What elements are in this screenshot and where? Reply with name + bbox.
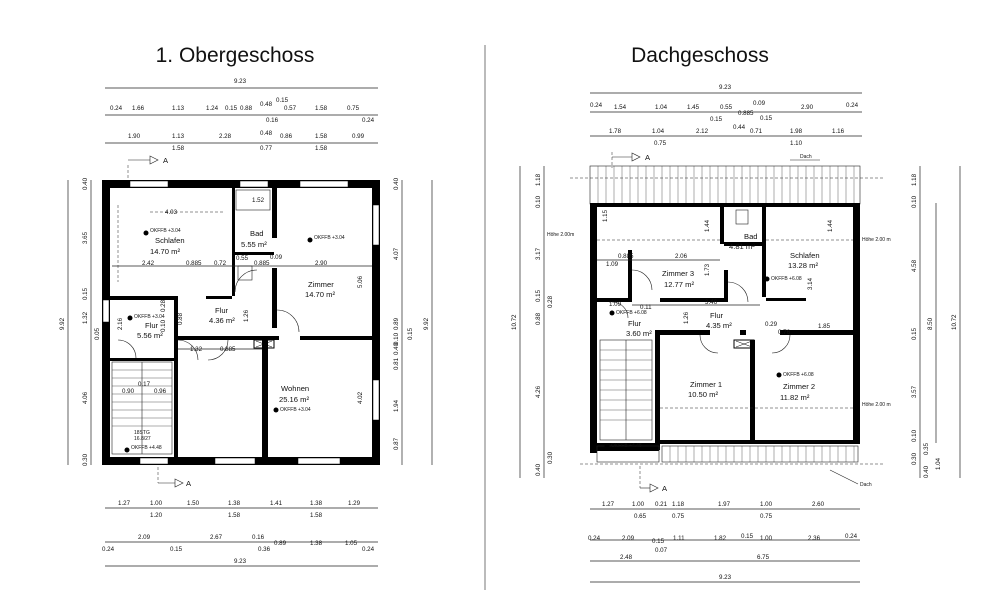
section-label: A (186, 479, 192, 488)
dim: 2.09 (622, 535, 635, 542)
dim: 0.15 (170, 546, 183, 553)
height-label: Höhe 2.00 m (862, 402, 891, 408)
stair-note: 16.8/27 (134, 436, 151, 442)
dim: 0.72 (214, 260, 227, 267)
dim: 0.81 (393, 357, 400, 370)
left-plan-title: 1. Obergeschoss (155, 44, 315, 67)
dim: 1.18 (911, 173, 918, 186)
dim: 0.40 (393, 342, 400, 355)
dim: 0.88 (240, 105, 253, 112)
dim: 1.32 (82, 311, 89, 324)
dim: 0.30 (911, 452, 918, 465)
dim: 1.00 (150, 500, 163, 507)
dim: 1.32 (190, 346, 203, 353)
dim: 1.85 (818, 323, 831, 330)
section-label: A (163, 156, 169, 165)
dim: 0.44 (733, 124, 746, 131)
room-name: Wohnen (281, 384, 310, 393)
dim: 0.28 (547, 295, 554, 308)
dim: 0.10 (393, 332, 400, 345)
room-area: 4.35 m² (706, 321, 732, 330)
dim: 1.38 (310, 500, 323, 507)
room-name: Bad (250, 229, 264, 238)
left-dims-bottom (102, 500, 378, 566)
dim: 1.29 (348, 500, 361, 507)
dim: 9.23 (718, 84, 732, 91)
dim: 0.05 (94, 327, 101, 340)
dim: 0.90 (122, 388, 135, 395)
room-name: Zimmer 3 (662, 269, 695, 278)
dim: 1.13 (172, 133, 185, 140)
dim: 3.65 (82, 231, 89, 244)
dim: 2.42 (142, 260, 155, 267)
dim: 2.09 (138, 534, 151, 541)
dim: 1.27 (118, 500, 131, 507)
section-label: A (645, 153, 651, 162)
dim: 0.24 (846, 102, 859, 109)
dim: 1.04 (655, 104, 668, 111)
dim: 3.14 (807, 277, 814, 290)
dim: 1.50 (187, 500, 200, 507)
dim: 2.12 (696, 128, 709, 135)
dim: 0.09 (753, 100, 766, 107)
dim: 0.77 (260, 145, 273, 152)
dim: 1.05 (345, 540, 358, 547)
dim: 0.89 (393, 317, 400, 330)
okffb-label: OKFFB +4.48 (611, 443, 642, 449)
dim: 0.885 (738, 110, 754, 117)
roof-label: Dach (800, 154, 812, 160)
dim: 0.89 (274, 540, 287, 547)
dim: 0.15 (760, 115, 773, 122)
room-area: 14.70 m² (305, 290, 335, 299)
dim: 0.885 (618, 253, 634, 260)
dim: 1.78 (609, 128, 622, 135)
dim: 1.00 (760, 501, 773, 508)
dim: 0.86 (280, 133, 293, 140)
dim: 4.07 (393, 247, 400, 260)
dim: 1.58 (172, 145, 185, 152)
roof-label: Dach (860, 482, 872, 488)
room-name: Flur (628, 319, 642, 328)
dim: 4.58 (911, 259, 918, 272)
dim: 1.54 (614, 104, 627, 111)
dim: 0.75 (672, 513, 685, 520)
left-walls (102, 180, 380, 465)
dim: 0.15 (82, 287, 89, 300)
room-name: Bad (744, 232, 758, 241)
dim: 0.15 (741, 533, 754, 540)
room-area: 5.56 m² (137, 331, 163, 340)
right-plan-title: Dachgeschoss (631, 44, 769, 67)
dim: 0.35 (923, 442, 930, 455)
dim: 1.09 (609, 301, 622, 308)
dim: 5.06 (357, 275, 364, 288)
dim: 0.75 (347, 105, 360, 112)
dim: 1.24 (206, 105, 219, 112)
dim: 1.90 (128, 133, 141, 140)
right-dims-sides (511, 166, 960, 478)
dim: 1.26 (243, 309, 250, 322)
okffb-label: OKFFB +6.08 (771, 276, 802, 282)
dim: 0.75 (760, 513, 773, 520)
room-area: 14.70 m² (150, 247, 180, 256)
dim: 0.16 (266, 117, 279, 124)
room-name: Zimmer 2 (783, 382, 816, 391)
dim: 1.97 (718, 501, 731, 508)
dim: 0.48 (260, 101, 273, 108)
dim: 9.92 (59, 317, 66, 330)
dim: 4.03 (165, 209, 178, 216)
dim: 1.04 (935, 457, 942, 470)
okffb-label: OKFFB +3.04 (134, 314, 165, 320)
dim: 2.28 (219, 133, 232, 140)
dim: 1.52 (252, 197, 265, 204)
dim: 0.96 (154, 388, 167, 395)
okffb-label: OKFFB +6.08 (616, 310, 647, 316)
dim: 0.24 (362, 546, 375, 553)
dim: 9.23 (718, 574, 732, 581)
dim: 1.00 (760, 535, 773, 542)
dim: 2.48 (620, 554, 633, 561)
okffb-label: OKFFB +3.04 (314, 235, 345, 241)
dim: 0.75 (654, 140, 667, 147)
dim: 0.885 (186, 260, 202, 267)
dim: 0.24 (588, 535, 601, 542)
dim: 1.58 (310, 512, 323, 519)
dim: 0.29 (765, 321, 778, 328)
room-name: Flur (710, 311, 724, 320)
dim: 2.06 (675, 253, 688, 260)
dim: 1.58 (315, 133, 328, 140)
room-area: 3.60 m² (626, 329, 652, 338)
section-marker-top (128, 156, 169, 178)
dim: 1.18 (672, 501, 685, 508)
right-plan (511, 44, 960, 582)
dim: 1.00 (632, 501, 645, 508)
dim: 0.88 (535, 312, 542, 325)
dim: 0.15 (276, 97, 289, 104)
left-top-total: 9.23 (233, 78, 247, 85)
dim: 0.10 (911, 429, 918, 442)
dim: 0.10 (535, 195, 542, 208)
dim: 0.40 (82, 177, 89, 190)
dim: 10.72 (951, 314, 958, 330)
dim: 0.30 (82, 453, 89, 466)
dim: 0.885 (220, 346, 236, 353)
dim: 0.885 (254, 260, 270, 267)
left-plan (59, 44, 432, 566)
dim: 6.75 (757, 554, 770, 561)
stair-note: 18STG (134, 430, 150, 436)
dim: 0.99 (352, 133, 365, 140)
dim: 1.04 (652, 128, 665, 135)
dim: 1.38 (228, 500, 241, 507)
room-area: 11.82 m² (780, 393, 810, 402)
dim: 1.26 (683, 311, 690, 324)
room-area: 10.50 m² (688, 390, 718, 399)
dim: 9.92 (423, 317, 430, 330)
dim: 8.50 (927, 317, 934, 330)
dim: 1.16 (832, 128, 845, 135)
dim: 1.20 (150, 512, 163, 519)
dim: 0.15 (535, 289, 542, 302)
dim: 3.46 (705, 299, 718, 306)
dim: 9.23 (233, 558, 247, 565)
dim: 0.55 (236, 255, 249, 262)
dim: 0.24 (845, 533, 858, 540)
okffb-label: OKFFB +3.04 (150, 228, 181, 234)
section-marker-top-right (612, 152, 651, 168)
dim: 1.18 (535, 173, 542, 186)
dim: 0.16 (252, 534, 265, 541)
dim: 1.45 (687, 104, 700, 111)
dim: 10.72 (511, 314, 518, 330)
dim: 0.40 (393, 177, 400, 190)
room-area: 4.81 m² (729, 242, 755, 251)
dim: 4.02 (357, 391, 364, 404)
dim: 4.26 (535, 385, 542, 398)
dim: 1.73 (704, 263, 711, 276)
dim: 1.58 (228, 512, 241, 519)
dim: 1.27 (602, 501, 615, 508)
dim: 0.57 (284, 105, 297, 112)
roof-top (570, 154, 885, 204)
room-name: Flur (145, 321, 159, 330)
dim: 0.71 (750, 128, 763, 135)
dim: 1.38 (310, 540, 323, 547)
okffb-label: OKFFB +6.08 (783, 372, 814, 378)
room-name: Schlafen (790, 251, 820, 260)
dim: 1.98 (790, 128, 803, 135)
room-area: 25.16 m² (279, 395, 309, 404)
dim: 0.76 (778, 329, 791, 336)
dim: 0.15 (710, 116, 723, 123)
dim: 0.07 (655, 547, 668, 554)
room-area: 13.28 m² (788, 261, 818, 270)
dim: 1.82 (714, 535, 727, 542)
dim: 2.67 (210, 534, 223, 541)
dim: 0.10 (911, 195, 918, 208)
dim: 0.21 (655, 501, 668, 508)
dim: 0.10 (160, 319, 167, 332)
dim: 2.60 (812, 501, 825, 508)
section-marker-bottom-right (640, 466, 668, 493)
dim: 0.24 (110, 105, 123, 112)
dim: 4.06 (82, 391, 89, 404)
dim: 0.40 (923, 465, 930, 478)
dim: 0.24 (590, 102, 603, 109)
dim: 1.94 (393, 399, 400, 412)
dim: 3.57 (911, 385, 918, 398)
dim: 0.28 (160, 299, 167, 312)
dim: 0.11 (640, 304, 652, 311)
section-marker-bottom (158, 467, 192, 488)
dim: 1.44 (827, 219, 834, 232)
dim: 0.24 (362, 117, 375, 124)
right-dims-top (590, 84, 862, 147)
left-dims-top (105, 78, 378, 152)
dim: 0.30 (547, 451, 554, 464)
dim: 1.13 (172, 105, 185, 112)
dim: 0.55 (720, 104, 733, 111)
height-label: Höhe 2.00m (547, 232, 575, 238)
right-stairs (600, 340, 652, 440)
dim: 1.11 (673, 535, 685, 542)
dim: 0.40 (535, 463, 542, 476)
dim: 1.58 (315, 145, 328, 152)
dim: 0.15 (911, 327, 918, 340)
dim: 2.90 (315, 260, 328, 267)
dim: 1.41 (270, 500, 283, 507)
height-label: Höhe 2.00 m (862, 237, 891, 243)
dim: 1.66 (132, 105, 145, 112)
dim: 1.44 (704, 219, 711, 232)
okffb-label: OKFFB +3.04 (280, 407, 311, 413)
room-area: 5.55 m² (241, 240, 267, 249)
dim: 0.24 (102, 546, 115, 553)
room-name: Zimmer (308, 280, 334, 289)
right-dims-bottom (588, 501, 860, 582)
dim: 0.15 (225, 105, 238, 112)
room-area: 12.77 m² (664, 280, 694, 289)
room-area: 4.36 m² (209, 316, 235, 325)
dim: 0.48 (260, 130, 273, 137)
dim: 2.36 (808, 535, 821, 542)
dim: 1.15 (602, 209, 609, 222)
dim: 3.17 (535, 247, 542, 260)
roof-bottom (580, 446, 885, 488)
section-label: A (662, 484, 668, 493)
dim: 0.36 (258, 546, 271, 553)
left-stairs (112, 362, 172, 454)
dim: 0.17 (138, 381, 151, 388)
room-name: Flur (215, 306, 229, 315)
room-name: Zimmer 1 (690, 380, 723, 389)
okffb-label: OKFFB +4.48 (131, 445, 162, 451)
room-name: Schlafen (155, 236, 185, 245)
dim: 0.65 (634, 513, 647, 520)
dim: 1.09 (606, 261, 619, 268)
dim: 0.15 (652, 538, 665, 545)
dim: 1.10 (790, 140, 803, 147)
dim: 2.90 (801, 104, 814, 111)
dim: 1.58 (315, 105, 328, 112)
dim: 0.87 (393, 437, 400, 450)
dim: 0.88 (177, 312, 184, 325)
dim: 2.16 (117, 317, 124, 330)
dim: 0.09 (270, 254, 283, 261)
dim: 0.15 (407, 327, 414, 340)
